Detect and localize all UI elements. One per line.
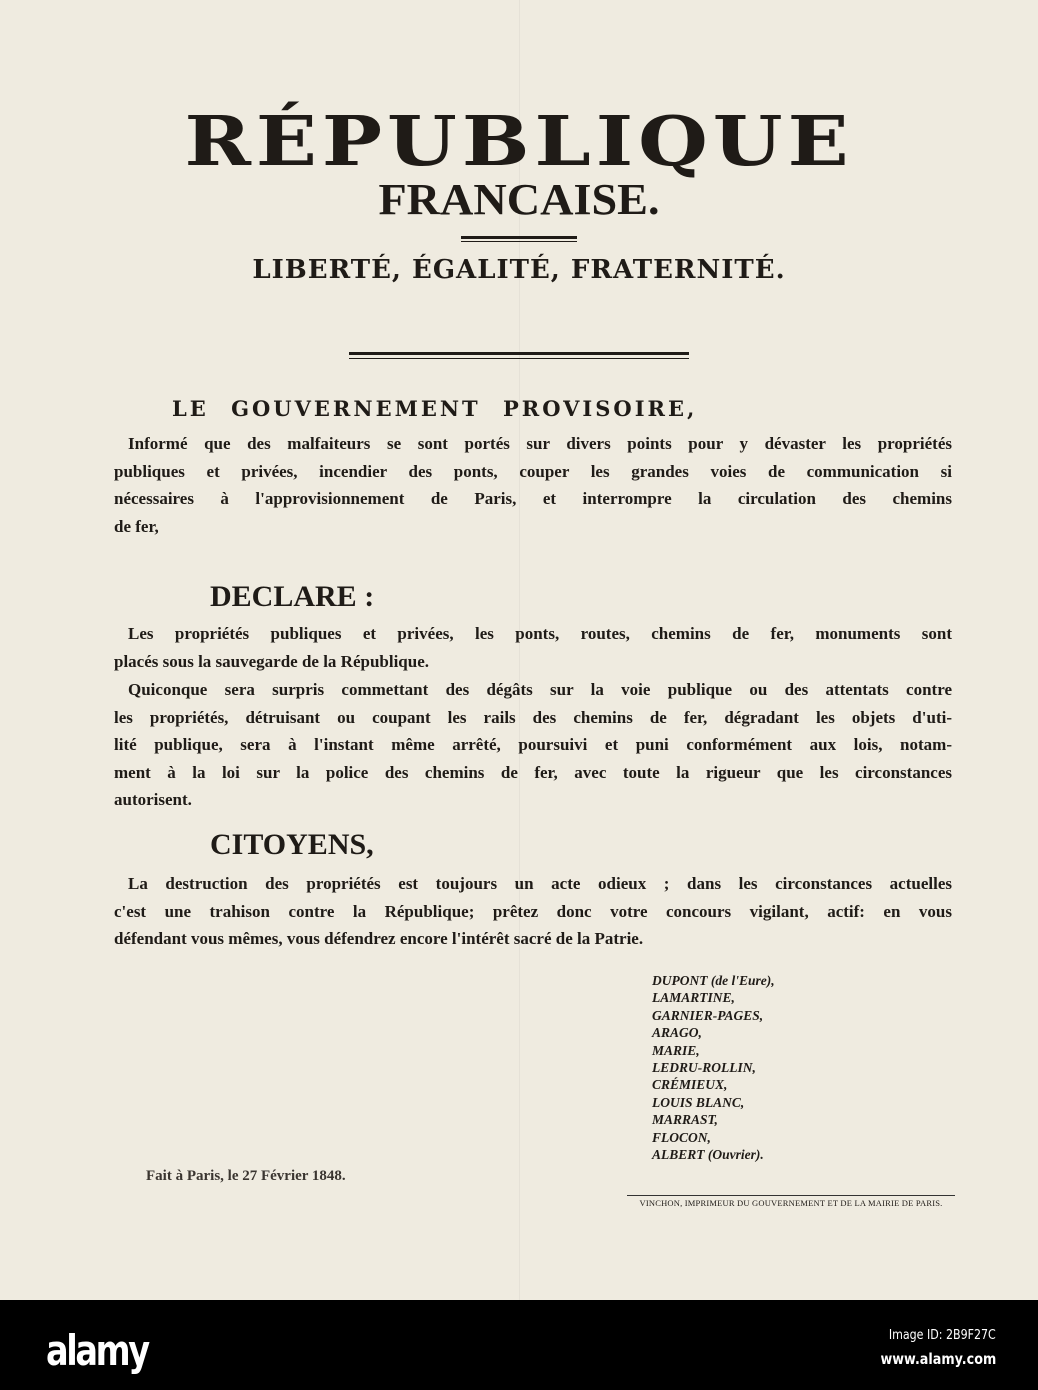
text-line: les propriétés, détruisant ou coupant les rails des chemins de fer, dégradant les objets d'uti-: [114, 707, 952, 727]
signatory: ALBERT (Ouvrier).: [652, 1147, 764, 1163]
signatory: LEDRU-ROLLIN,: [652, 1060, 756, 1076]
place-date: Fait à Paris, le 27 Février 1848.: [146, 1168, 346, 1184]
text-line: Informé que des malfaiteurs se sont portés sur divers points pour y dévaster les propriétés: [128, 434, 952, 453]
signatory: CRÉMIEUX,: [652, 1077, 728, 1093]
motto: LIBERTÉ, ÉGALITÉ, FRATERNITÉ.: [252, 255, 786, 285]
text-line: défendant vous mêmes, vous défendrez encore l'intérêt sacré de la Patrie.: [114, 929, 644, 948]
text-line: ment à la loi sur la police des chemins de fer, avec toute la rigueur que les circonstances: [114, 762, 952, 782]
text-line: nécessaires à l'approvisionnement de Paris, et interrompre la circulation des chemins: [114, 489, 952, 508]
declare-paragraph-2: [114, 676, 952, 814]
watermark-url: www.alamy.com: [880, 1350, 996, 1368]
signatory: ARAGO,: [652, 1025, 702, 1041]
text-line: placés sous la sauvegarde de la République.: [114, 651, 430, 671]
text-line: Quiconque sera surpris commettant des dégâts sur la voie publique ou des attentats contre: [128, 680, 952, 699]
text-line: La destruction des propriétés est toujours un acte odieux ; dans les circonstances actuelles: [128, 874, 952, 893]
signatory: DUPONT (de l'Eure),: [652, 973, 775, 988]
signatory: FLOCON,: [652, 1129, 711, 1145]
poster-title: RÉPUBLIQUE: [184, 101, 854, 181]
printer-rule: [627, 1195, 955, 1196]
intro-heading: LE GOUVERNEMENT PROVISOIRE,: [172, 396, 698, 421]
watermark-bar: [0, 1300, 1038, 1390]
declare-paragraph-1: [114, 620, 952, 675]
text-line: publiques et privées, incendier des ponts, couper les grandes voies de communication si: [114, 461, 952, 481]
text-line: Les propriétés publiques et privées, les ponts, routes, chemins de fer, monuments sont: [128, 624, 952, 643]
text-line: autorisent.: [114, 790, 192, 809]
signatory: GARNIER-PAGES,: [652, 1007, 764, 1023]
text-line: de fer,: [114, 516, 159, 536]
image-id: Image ID: 2B9F27C: [889, 1328, 996, 1343]
divider: [349, 352, 689, 355]
citoyens-heading: CITOYENS,: [210, 828, 374, 861]
signatory: LAMARTINE,: [652, 990, 735, 1006]
divider: [349, 358, 689, 359]
citoyens-paragraph: [114, 870, 952, 953]
signatory: MARRAST,: [652, 1112, 718, 1128]
text-line: c'est une trahison contre la République; prêtez donc votre concours vigilant, actif: en vous: [114, 901, 952, 921]
signatory: LOUIS BLANC,: [652, 1094, 745, 1110]
intro-paragraph: [114, 430, 952, 540]
text-line: lité publique, sera à l'instant même arrêté, poursuivi et puni conformément aux lois, notam-: [114, 735, 952, 754]
printer-credit: VINCHON, IMPRIMEUR DU GOUVERNEMENT ET DE LA MAIRIE DE PARIS.: [639, 1198, 943, 1208]
divider: [461, 241, 577, 242]
divider: [461, 236, 577, 239]
signatory: MARIE,: [652, 1042, 700, 1058]
poster-subtitle: FRANCAISE.: [378, 175, 660, 224]
alamy-logo: alamy: [46, 1326, 148, 1375]
signatories: [652, 972, 775, 1163]
declare-heading: DECLARE :: [210, 580, 375, 613]
